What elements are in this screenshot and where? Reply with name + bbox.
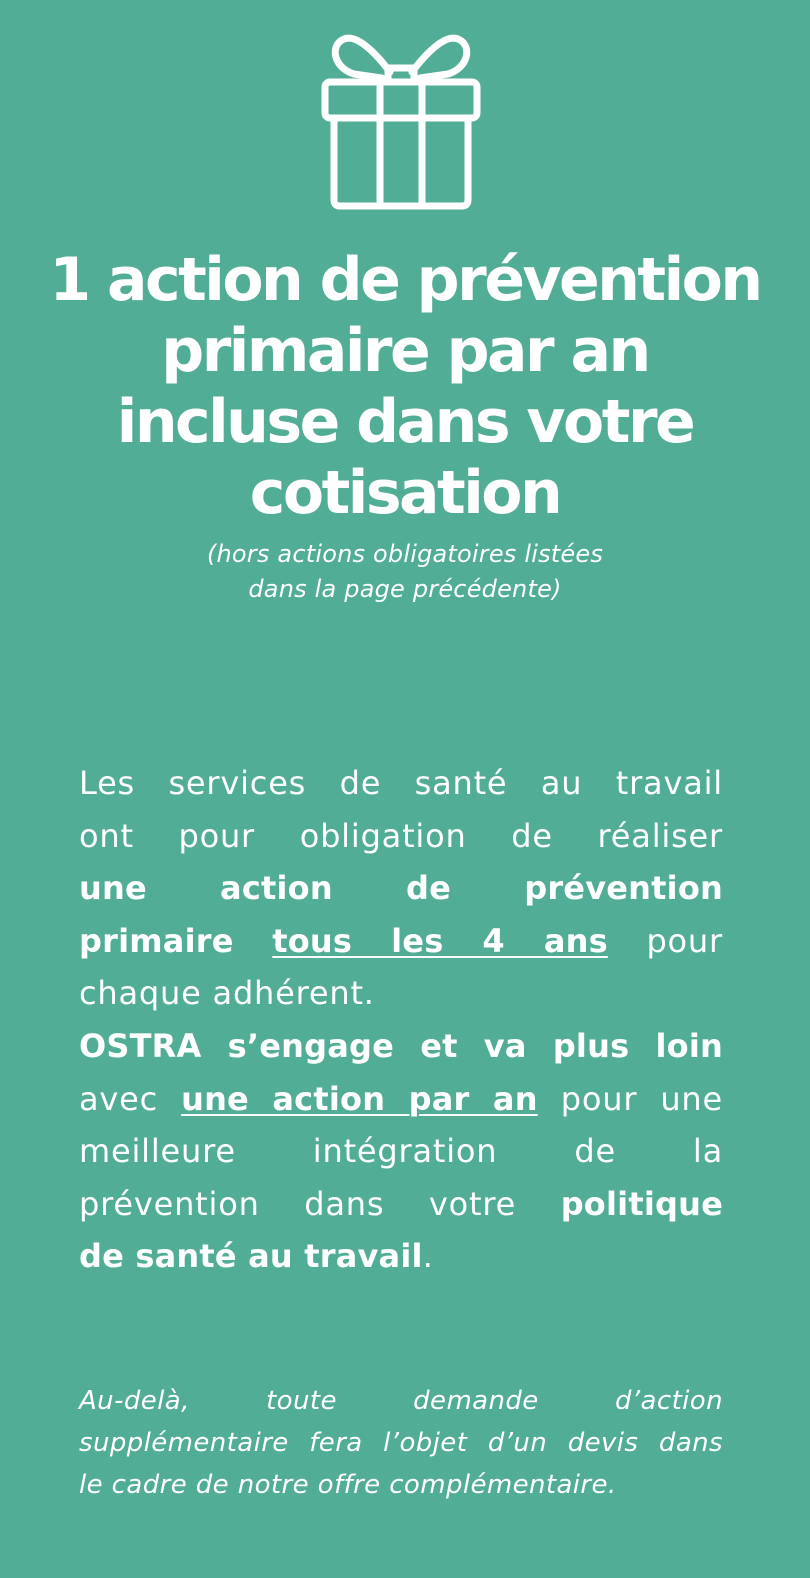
title-line-1: 1 action de prévention [49,245,761,315]
body-line-4 [79,915,723,968]
body-line-7 [79,1073,723,1126]
body-line-8: meilleure intégration de la [79,1132,723,1171]
body-line-6 [79,1020,723,1073]
footer-line-1: Au-delà, toute demande d’action [79,1386,723,1416]
subtitle-line-2: dans la page précédente) [248,575,562,603]
footer-note [79,1380,723,1506]
subtitle [120,537,690,607]
body-text-pour: pour [646,921,723,960]
body-line-5: chaque adhérent. [79,974,375,1013]
title-line-2: primaire par an [161,316,649,386]
body-line-3 [79,862,723,915]
title-line-3: incluse dans votre [116,387,694,457]
page-title [40,245,770,529]
highlight-primaire: primaire [79,921,234,960]
highlight-politique: politique [560,1184,723,1223]
body-line-1: Les services de santé au travail [79,764,723,802]
body-text-avec: avec [79,1079,159,1118]
body-text-pour-une: pour une [560,1079,723,1118]
body-line-9 [79,1178,723,1231]
highlight-every-4-years: tous les 4 ans [272,921,608,960]
title-line-4: cotisation [249,458,561,528]
subtitle-line-1: (hors actions obligatoires listées [206,540,604,568]
body-line-2: ont pour obligation de réaliser [79,816,723,855]
highlight-action-prevention: une action de prévention [79,869,723,908]
body-paragraph [79,757,723,1283]
body-line-10 [79,1230,723,1283]
body-period: . [422,1237,434,1276]
highlight-one-action-per-year: une action par an [181,1079,538,1118]
body-text-prevention: prévention dans votre [79,1184,517,1223]
footer-line-2: supplémentaire fera l’objet d’un devis dans [79,1428,723,1458]
footer-line-3: le cadre de notre offre complémentaire. [79,1470,617,1500]
highlight-sante-au-travail: de santé au travail [79,1237,423,1276]
gift-icon [320,30,482,210]
highlight-ostra-engagement: OSTRA s’engage et va plus loin [79,1026,723,1065]
